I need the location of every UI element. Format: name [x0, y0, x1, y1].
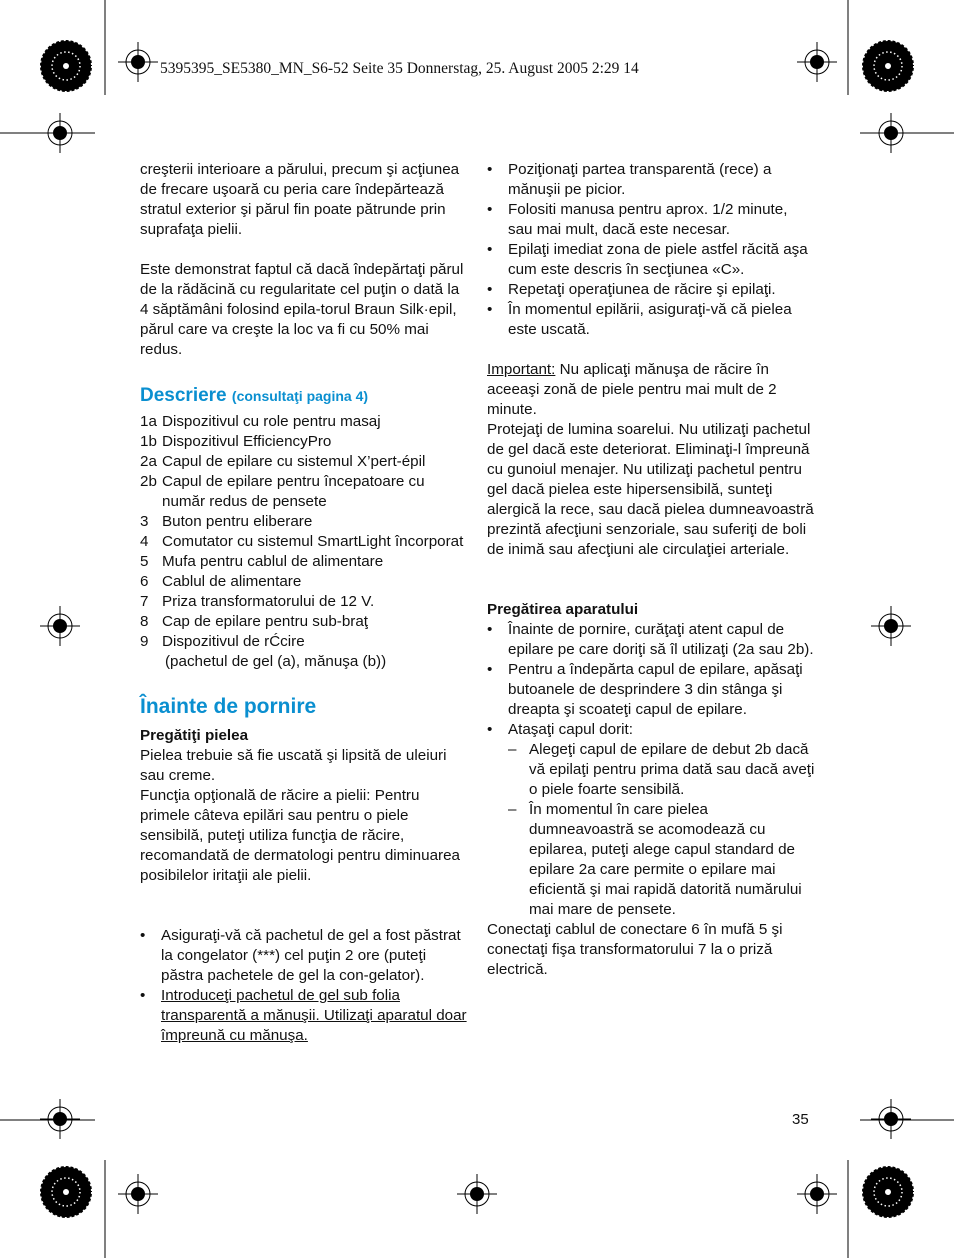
item-number: 4 — [140, 533, 149, 550]
registration-target-icon — [40, 113, 80, 153]
registration-target-icon — [871, 606, 911, 646]
registration-target-icon — [118, 42, 158, 82]
registration-target-icon — [40, 1099, 80, 1139]
list-item: – Alegeţi capul de epilare de debut 2b dacă vă epilaţi pentru prima dată sau dacă aveţi o piele foarte sensibilă. — [508, 741, 815, 798]
paragraph: Funcţia opţională de răcire a pielii: Pentru primele câteva epilări sau pentru o piele sensibilă, puteţi utiliza funcţia de răcire, recomandată de dermatologi pentru diminuarea posibilelor iritaţii ale pielii. — [140, 787, 460, 884]
important-note: Important: Nu aplicaţi mănuşa de răcire în aceeaşi zonă de piele pentru mai mult de 2 minute. — [487, 361, 777, 418]
paragraph: Conectaţi cablul de conectare 6 în mufă 5 şi conectaţi fişa transformatorului 7 la o priză electrică. — [487, 921, 783, 978]
bullet-icon: • — [487, 661, 493, 678]
bullet-list — [487, 160, 815, 340]
warning-paragraph: Protejaţi de lumina soarelui. Nu utilizaţi pachetul de gel dacă este deteriorat. Eliminaţi-l împreună cu gunoiul menajer. Nu utilizaţi pachetul pentru gel dacă pielea este hipersensibilă, sunteţi alergică la rece, sau dacă pielea dumneavoastră prezintă afecţiuni senzoriale, sau suferiţi de boli de inimă sau afecţiuni ale circulaţiei arteriale. — [487, 421, 814, 558]
bullet-icon: • — [140, 927, 146, 944]
intro-paragraph: creşterii interioare a părului, precum şi acţiunea de frecare uşoară cu peria care îndepărtează stratul exterior şi părul fin poate pătrunde prin suprafaţa pielii. — [140, 161, 460, 238]
right-column — [487, 160, 815, 980]
list-item: • Înainte de pornire, curăţaţi atent capul de epilare pe care doriţi să îl utilizaţi (2a sau 2b). — [487, 621, 814, 658]
list-item: • Repetaţi operaţiunea de răcire şi epilaţi. — [487, 281, 776, 298]
item-number: 9 — [140, 633, 149, 650]
list-item: • Folositi manusa pentru aprox. 1/2 minute, sau mai mult, dacă este necesar. — [487, 201, 788, 238]
bullet-icon: • — [140, 987, 146, 1004]
item-number: 7 — [140, 593, 149, 610]
list-item: 3 Buton pentru eliberare — [140, 513, 313, 530]
starburst-mark-icon — [38, 38, 94, 94]
list-item: 4 Comutator cu sistemul SmartLight încorporat — [140, 533, 464, 550]
bullet-icon: • — [487, 161, 493, 178]
subheading-pregatiti-pielea: Pregătiţi pielea — [140, 727, 249, 744]
dash-list — [487, 740, 815, 920]
item-number: 3 — [140, 513, 149, 530]
list-item-note: (pachetul de gel (a), mănuşa (b)) — [165, 653, 387, 670]
starburst-mark-icon — [860, 1164, 916, 1220]
bullet-icon: • — [487, 621, 493, 638]
registration-target-icon — [457, 1174, 497, 1214]
bullet-list — [140, 926, 468, 1046]
list-item: 1b Dispozitivul EfficiencyPro — [140, 433, 332, 450]
bullet-icon: • — [487, 201, 493, 218]
item-number: 2a — [140, 453, 157, 470]
subheading-pregatirea-aparatului: Pregătirea aparatului — [487, 601, 639, 618]
section-heading-descriere: Descriere (consultaţi pagina 4) — [140, 385, 369, 406]
bullet-icon: • — [487, 281, 493, 298]
list-item: 2b Capul de epilare pentru începatoare cu număr redus de pensete — [140, 473, 425, 510]
important-label: Important: — [487, 361, 556, 378]
left-column — [140, 160, 468, 1046]
registration-target-icon — [797, 42, 837, 82]
registration-target-icon — [871, 1099, 911, 1139]
list-item: 7 Priza transformatorului de 12 V. — [140, 593, 375, 610]
parts-list — [140, 412, 468, 672]
list-item: • În momentul epilării, asiguraţi-vă că pielea este uscată. — [487, 301, 792, 338]
section-heading-subtitle: (consultaţi pagina 4) — [231, 388, 369, 404]
dash-icon: – — [508, 741, 517, 758]
registration-target-icon — [118, 1174, 158, 1214]
bullet-list — [487, 620, 815, 740]
list-item: 1a Dispozitivul cu role pentru masaj — [140, 413, 381, 430]
starburst-mark-icon — [860, 38, 916, 94]
list-item: • Asiguraţi-vă că pachetul de gel a fost păstrat la congelator (***) cel puţin 2 ore (puteţi păstra pachetele de gel la con-gelator). — [140, 927, 461, 984]
list-item: 9 Dispozitivul de rĆcire — [140, 633, 305, 650]
bullet-icon: • — [487, 721, 493, 738]
paragraph: Pielea trebuie să fie uscată şi lipsită de uleiuri sau creme. — [140, 747, 447, 784]
item-number: 1a — [140, 413, 157, 430]
item-number: 2b — [140, 473, 157, 490]
list-item: • Poziţionaţi partea transparentă (rece) a mănuşii pe picior. — [487, 161, 772, 198]
item-number: 8 — [140, 613, 149, 630]
bullet-icon: • — [487, 241, 493, 258]
item-number: 6 — [140, 573, 149, 590]
page-number: 35 — [792, 1111, 809, 1128]
starburst-mark-icon — [38, 1164, 94, 1220]
intro-paragraph-2: Este demonstrat faptul că dacă îndepărtaţi părul de la rădăcină cu regularitate cel puţin o dată la 4 săptămâni folosind epila-torul Braun Silk·epil, părul care va creşte la loc va fi cu 50% mai redus. — [140, 261, 464, 358]
list-item: – În momentul în care pielea dumneavoastră se acomodează cu epilarea, puteţi alege capul standard de epilare 2a care permite o epilare mai eficientă şi mai rapidă datorită numărului mai mare de pensete. — [508, 801, 802, 918]
registration-target-icon — [797, 1174, 837, 1214]
registration-target-icon — [871, 113, 911, 153]
print-header: 5395395_SE5380_MN_S6-52 Seite 35 Donnerstag, 25. August 2005 2:29 14 — [160, 60, 639, 77]
list-item: • Ataşaţi capul dorit: — [487, 721, 633, 738]
list-item: • Pentru a îndepărta capul de epilare, apăsaţi butoanele de desprindere 3 din stânga şi dreapta şi scoateţi capul de epilare. — [487, 661, 803, 718]
list-item: • Introduceţi pachetul de gel sub folia transparentă a mănuşii. Utilizaţi aparatul doar împreună cu mănuşa. — [140, 987, 467, 1044]
list-item: 6 Cablul de alimentare — [140, 573, 302, 590]
list-item: 8 Cap de epilare pentru sub-braţ — [140, 613, 369, 630]
item-number: 5 — [140, 553, 149, 570]
list-item: 5 Mufa pentru cablul de alimentare — [140, 553, 384, 570]
list-item: • Epilaţi imediat zona de piele astfel răcită aşa cum este descris în secţiunea «C». — [487, 241, 808, 278]
item-number: 1b — [140, 433, 157, 450]
section-heading-inainte-de-pornire: Înainte de pornire — [140, 695, 317, 718]
dash-icon: – — [508, 801, 517, 818]
bullet-icon: • — [487, 301, 493, 318]
list-item: 2a Capul de epilare cu sistemul X’pert-épil — [140, 453, 426, 470]
registration-target-icon — [40, 606, 80, 646]
